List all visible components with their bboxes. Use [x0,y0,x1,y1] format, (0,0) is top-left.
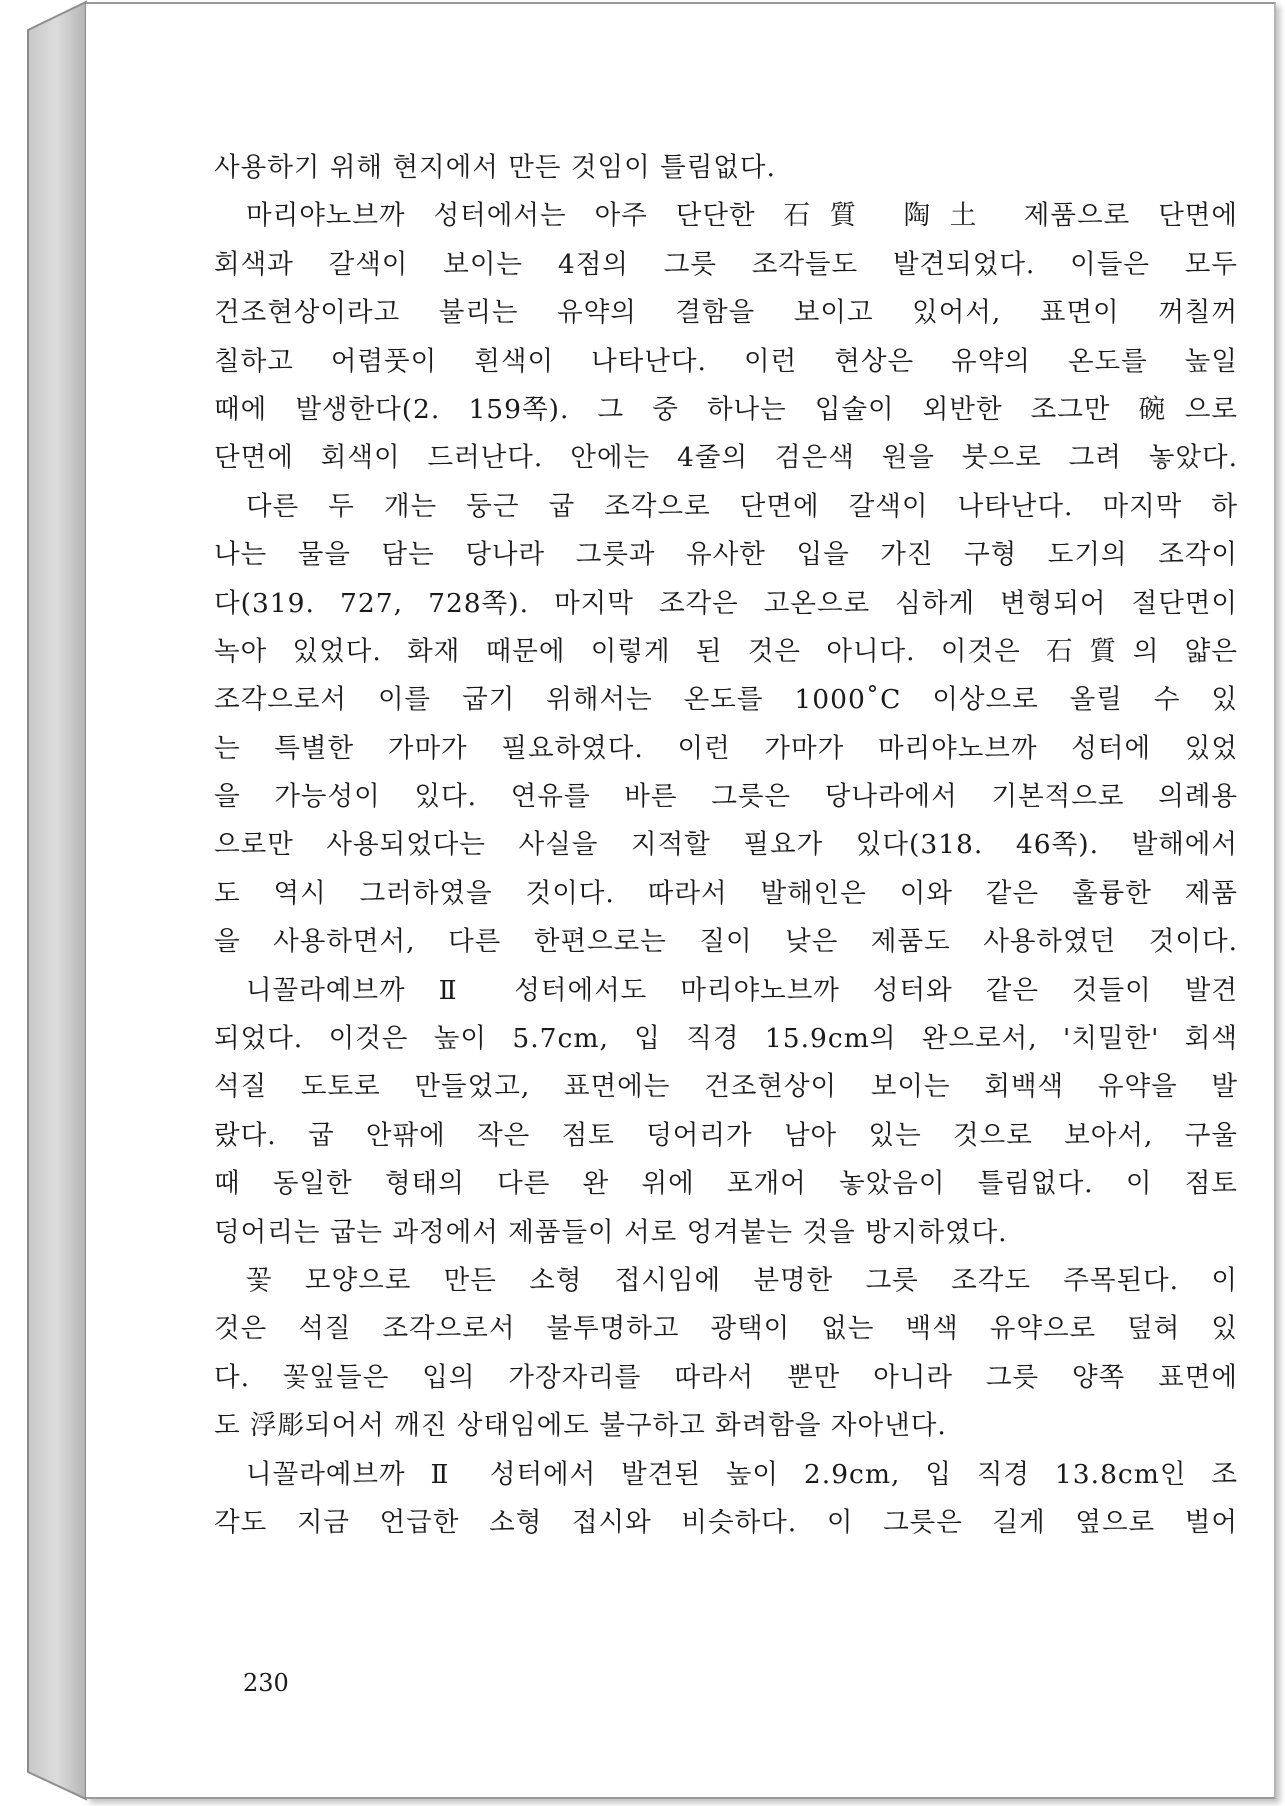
text-line: 되었다. 이것은 높이 5.7cm, 입 직경 15.9cm의 완으로서, '치밀한' 회색 [214,1023,1238,1055]
text-line: 조각으로서 이를 굽기 위해서는 온도를 1000˚C 이상으로 올릴 수 있 [214,684,1238,716]
book-page [86,2,1276,1799]
text-line: 녹아 있었다. 화재 때문에 이렇게 된 것은 아니다. 이것은 石質의 얇은 [214,635,1238,667]
text-line: 다. 꽃잎들은 입의 가장자리를 따라서 뿐만 아니라 그릇 양쪽 표면에 [214,1361,1238,1393]
text-line: 각도 지금 언급한 소형 접시와 비슷하다. 이 그릇은 길게 옆으로 벌어 [214,1506,1238,1538]
text-line: 다른 두 개는 둥근 굽 조각으로 단면에 갈색이 나타난다. 마지막 하 [246,490,1238,522]
text-line: 덩어리는 굽는 과정에서 제품들이 서로 엉겨붙는 것을 방지하였다. [214,1216,1008,1248]
text-line: 나는 물을 담는 당나라 그릇과 유사한 입을 가진 구형 도기의 조각이 [214,539,1238,571]
text-line: 을 사용하면서, 다른 한편으로는 질이 낮은 제품도 사용하였던 것이다. [214,926,1238,958]
text-line: 도 역시 그러하였을 것이다. 따라서 발해인은 이와 같은 훌륭한 제품 [214,877,1238,909]
text-line: 회색과 갈색이 보이는 4점의 그릇 조각들도 발견되었다. 이들은 모두 [214,248,1238,280]
text-line: 을 가능성이 있다. 연유를 바른 그릇은 당나라에서 기본적으로 의례용 [214,781,1238,813]
text-line: 칠하고 어렴풋이 흰색이 나타난다. 이런 현상은 유약의 온도를 높일 [214,345,1238,377]
text-line: 사용하기 위해 현지에서 만든 것임이 틀림없다. [214,152,776,183]
text-line: 건조현상이라고 불리는 유약의 결함을 보이고 있어서, 표면이 꺼칠꺼 [214,297,1238,329]
page-number: 230 [243,1669,289,1697]
text-line: 때 동일한 형태의 다른 완 위에 포개어 놓았음이 틀림없다. 이 점토 [214,1168,1238,1200]
text-line: 는 특별한 가마가 필요하였다. 이런 가마가 마리야노브까 성터에 있었 [214,732,1238,764]
text-line: 단면에 회색이 드러난다. 안에는 4줄의 검은색 원을 붓으로 그려 놓았다. [214,442,1238,474]
text-line: 것은 석질 조각으로서 불투명하고 광택이 없는 백색 유약으로 덮혀 있 [214,1313,1238,1345]
text-line: 니꼴라예브까 Ⅱ 성터에서도 마리야노브까 성터와 같은 것들이 발견 [246,974,1238,1006]
text-line: 다(319. 727, 728쪽). 마지막 조각은 고온으로 심하게 변형되어 절단면이 [214,587,1238,619]
body-text [214,144,1238,1547]
text-line: 랐다. 굽 안팎에 작은 점토 덩어리가 남아 있는 것으로 보아서, 구울 [214,1119,1238,1151]
text-line: 꽃 모양으로 만든 소형 접시임에 분명한 그릇 조각도 주목된다. 이 [246,1264,1238,1296]
text-line: 석질 도토로 만들었고, 표면에는 건조현상이 보이는 회백색 유약을 발 [214,1071,1238,1103]
text-line: 으로만 사용되었다는 사실을 지적할 필요가 있다(318. 46쪽). 발해에서 [214,829,1238,861]
text-line: 도 浮彫되어서 깨진 상태임에도 불구하고 화려함을 자아낸다. [214,1410,947,1442]
text-line: 때에 발생한다(2. 159쪽). 그 중 하나는 입술이 외반한 조그만 碗으로 [214,393,1238,425]
text-line: 니꼴라예브까 Ⅱ 성터에서 발견된 높이 2.9cm, 입 직경 13.8cm인 조 [246,1458,1238,1490]
text-line: 마리야노브까 성터에서는 아주 단단한 石質 陶土 제품으로 단면에 [246,200,1238,232]
